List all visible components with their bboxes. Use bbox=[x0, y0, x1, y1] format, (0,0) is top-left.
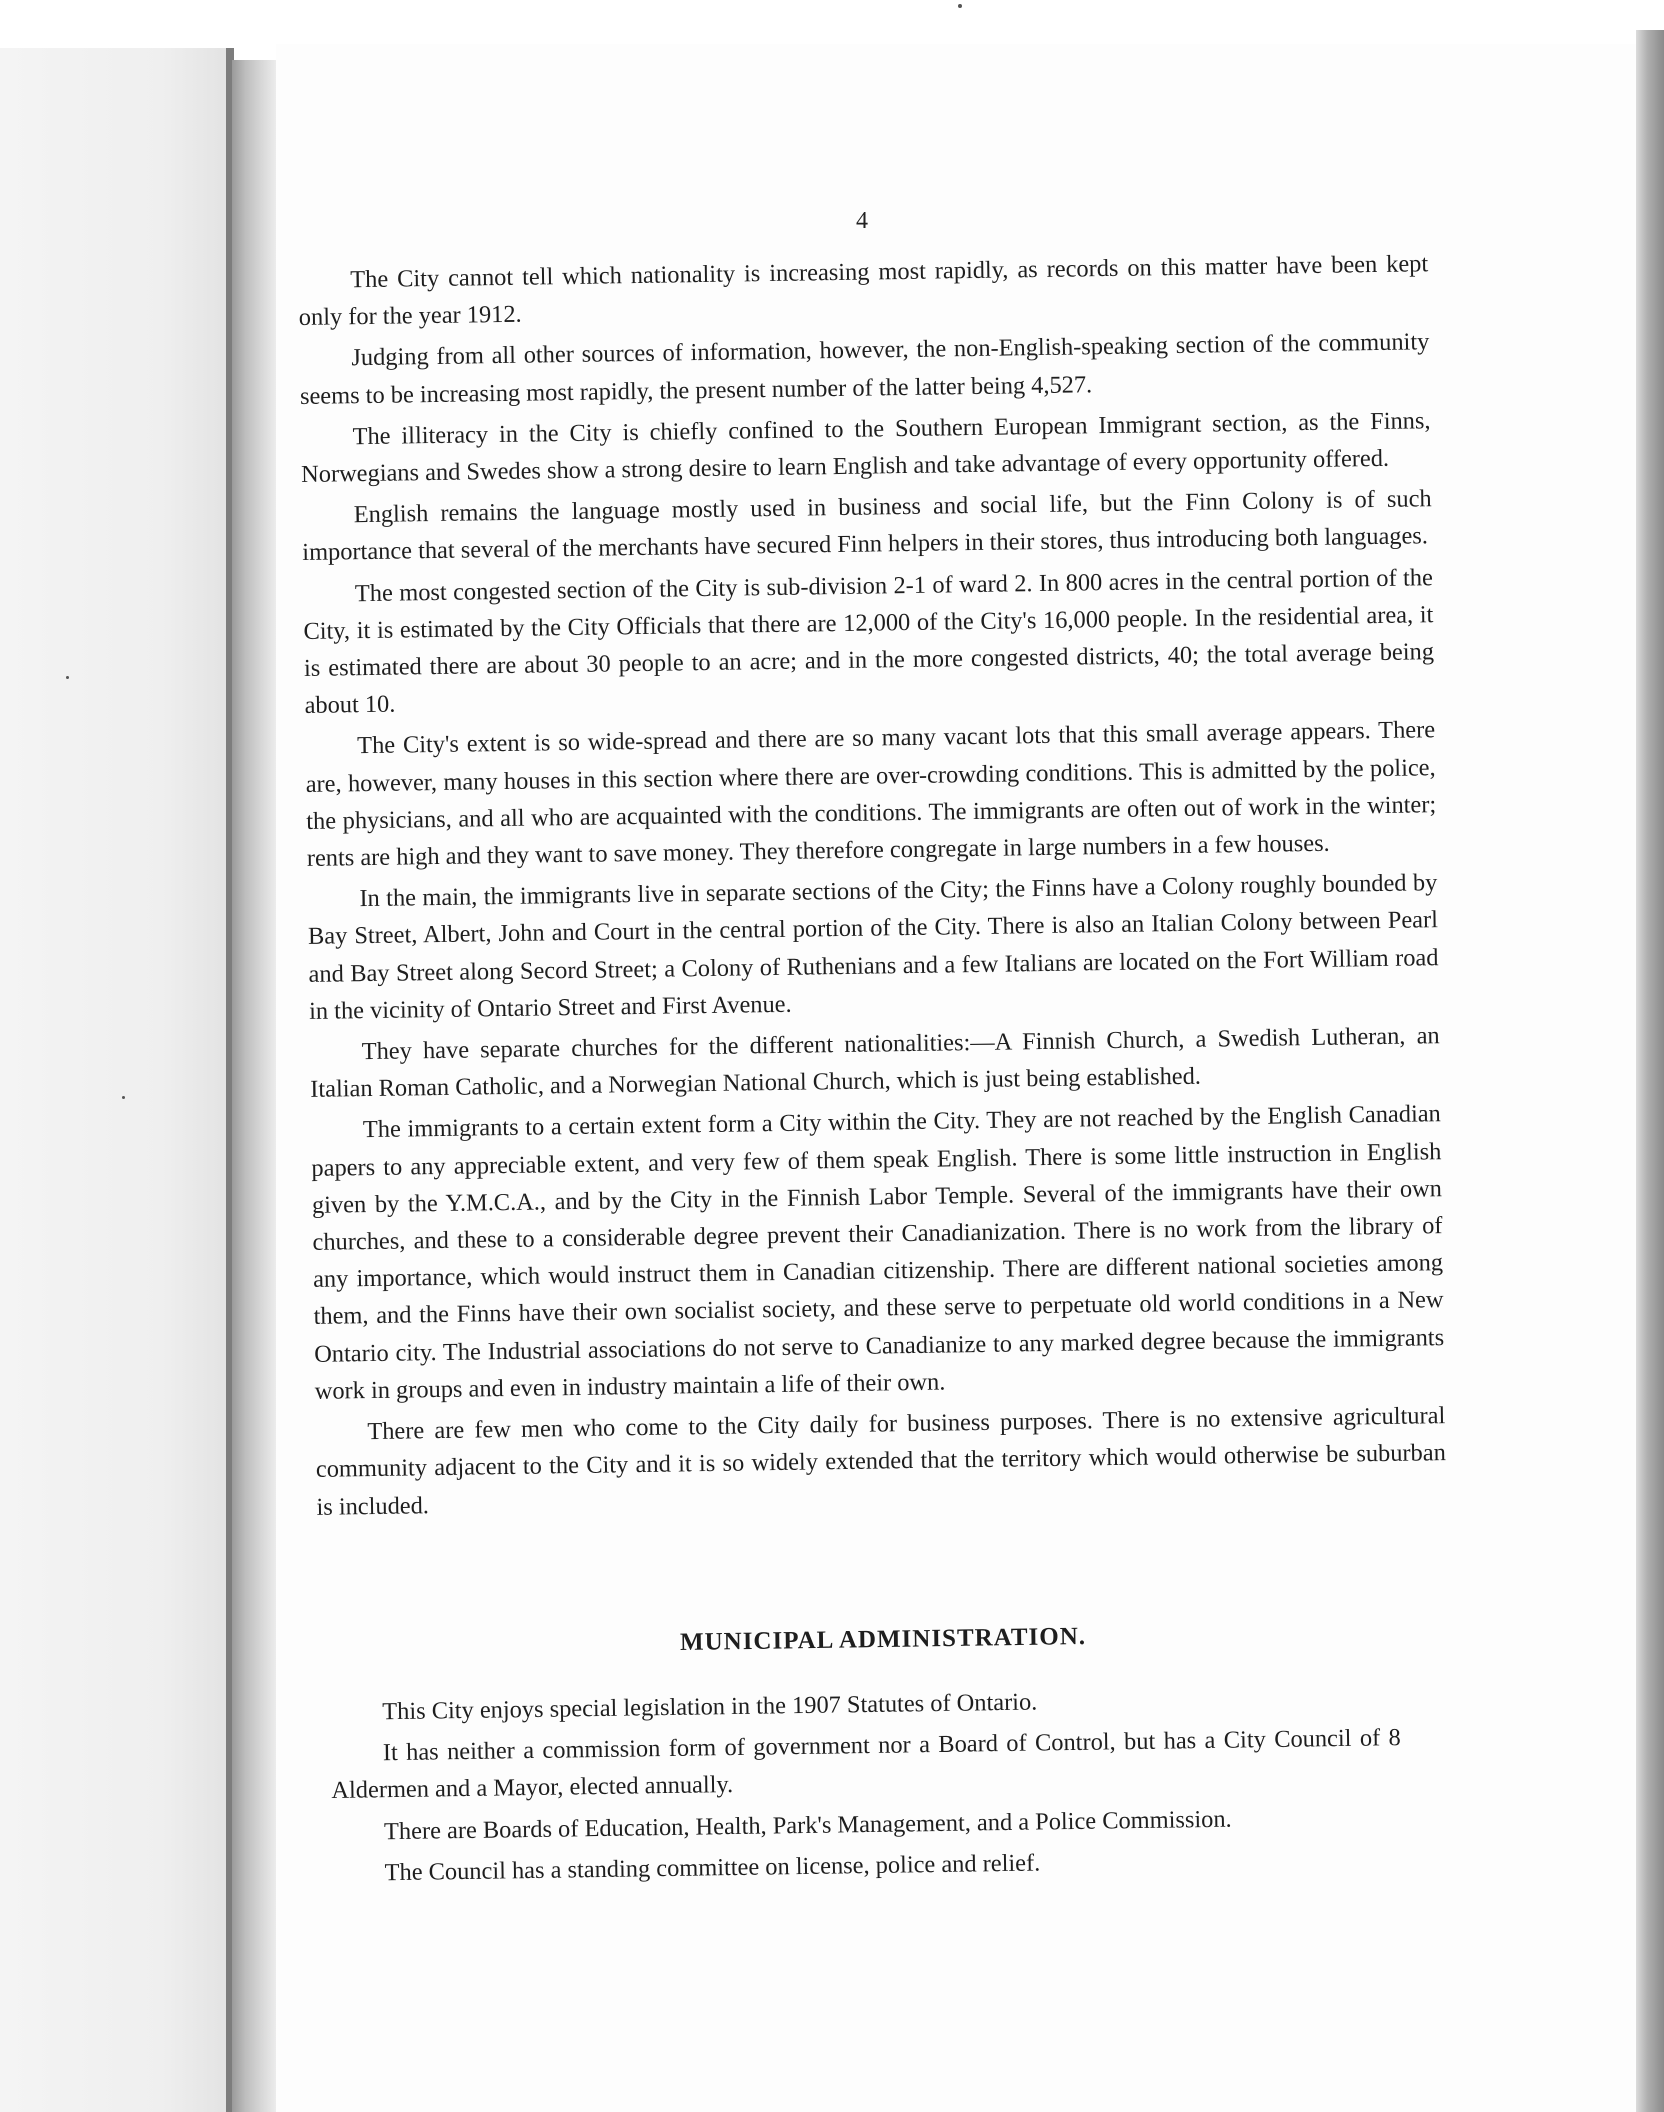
paragraph: It has neither a commission form of government nor a Board of Control, but has a City Council of 8 Aldermen and a Mayor, elected annually. bbox=[331, 1724, 1401, 1805]
paragraph: There are Boards of Education, Health, Park's Management, and a Police Commission. bbox=[383, 1805, 1232, 1845]
paragraph: Judging from all other sources of information, however, the non-English-speaking section of the community seems to be increasing most rapidly, the present number of the latter being 4,527. bbox=[299, 328, 1430, 410]
paragraph: This City enjoys special legislation in the 1907 Statutes of Ontario. bbox=[382, 1688, 1038, 1726]
paragraph: The Council has a standing committee on license, police and relief. bbox=[384, 1849, 1041, 1887]
paragraph: There are few men who come to the City daily for business purposes. There is no extensive agricultural community adjacent to the City and it is so widely extended that the territory which would otherwise be suburban is included. bbox=[315, 1402, 1446, 1521]
dust-speck bbox=[958, 4, 962, 8]
dust-speck bbox=[66, 676, 69, 679]
paragraph: The most congested section of the City is sub-division 2-1 of ward 2. In 800 acres in the central portion of the City, it is estimated by the City Officials that there are 12,000 of the City's 16,000 people. In the residential area, it is estimated there are about 30 people to an acre; and in the more congested districts, 40; the total average being about 10. bbox=[303, 563, 1435, 720]
paragraph: The immigrants to a certain extent form a City within the City. They are not reached by the English Canadian papers to any appreciable extent, and very few of them speak English. There is some little instruction in English given by the Y.M.C.A., and by the City in the Finnish Labor Temple. Several of the immigrants have their own churches, and these to a considerable degree prevent their Canadianization. There is no work from the library of any importance, which would instruct them in Canadian citizenship. There are different national societies among them, and the Finns have their own socialist society, and these serve to perpetuate old world conditions in a New Ontario city. The Industrial associations do not serve to Canadianize to any marked degree because the immigrants work in groups and even in industry maintain a life of their own. bbox=[311, 1100, 1445, 1405]
page-number: 4 bbox=[856, 208, 868, 234]
body-text bbox=[298, 245, 1447, 1529]
section-heading: MUNICIPAL ADMINISTRATION. bbox=[679, 1622, 1087, 1657]
paragraph: They have separate churches for the different nationalities:—A Finnish Church, a Swedish Lutheran, an Italian Roman Catholic, and a Norwegian National Church, which is just being established. bbox=[310, 1022, 1440, 1104]
paragraph: The City cannot tell which nationality is increasing most rapidly, as records on this matter have been kept only for the year 1912. bbox=[298, 250, 1429, 332]
dust-speck bbox=[122, 1096, 125, 1099]
section-body bbox=[330, 1678, 1403, 1896]
paragraph: The City's extent is so wide-spread and there are so many vacant lots that this small average appears. There are, however, many houses in this section where there are over-crowding conditions. This is admitted by the police, the physicians, and all who are acquainted with the conditions. The immigrants are often out of work in the winter; rents are high and they want to save money. They therefore congregate in large numbers in a few houses. bbox=[305, 716, 1437, 872]
book-gutter bbox=[232, 60, 276, 2112]
left-page-blank bbox=[0, 48, 232, 2112]
paragraph: In the main, the immigrants live in separate sections of the City; the Finns have a Colony roughly bounded by Bay Street, Albert, John and Court in the central portion of the City. There is also an Italian Colony between Pearl and Bay Street along Secord Street; a Colony of Ruthenians and a few Italians are located on the Fort William road in the vicinity of Ontario Street and First Avenue. bbox=[307, 869, 1439, 1025]
paragraph: The illiteracy in the City is chiefly confined to the Southern European Immigrant section, as the Finns, Norwegians and Swedes show a strong desire to learn English and take advantage of every opportunity offered. bbox=[300, 407, 1431, 488]
page-edge-shadow bbox=[1636, 30, 1664, 2112]
paragraph: English remains the language mostly used in business and social life, but the Finn Colony is of such importance that several of the merchants have secured Finn helpers in their stores, thus introducing both languages. bbox=[302, 485, 1432, 567]
